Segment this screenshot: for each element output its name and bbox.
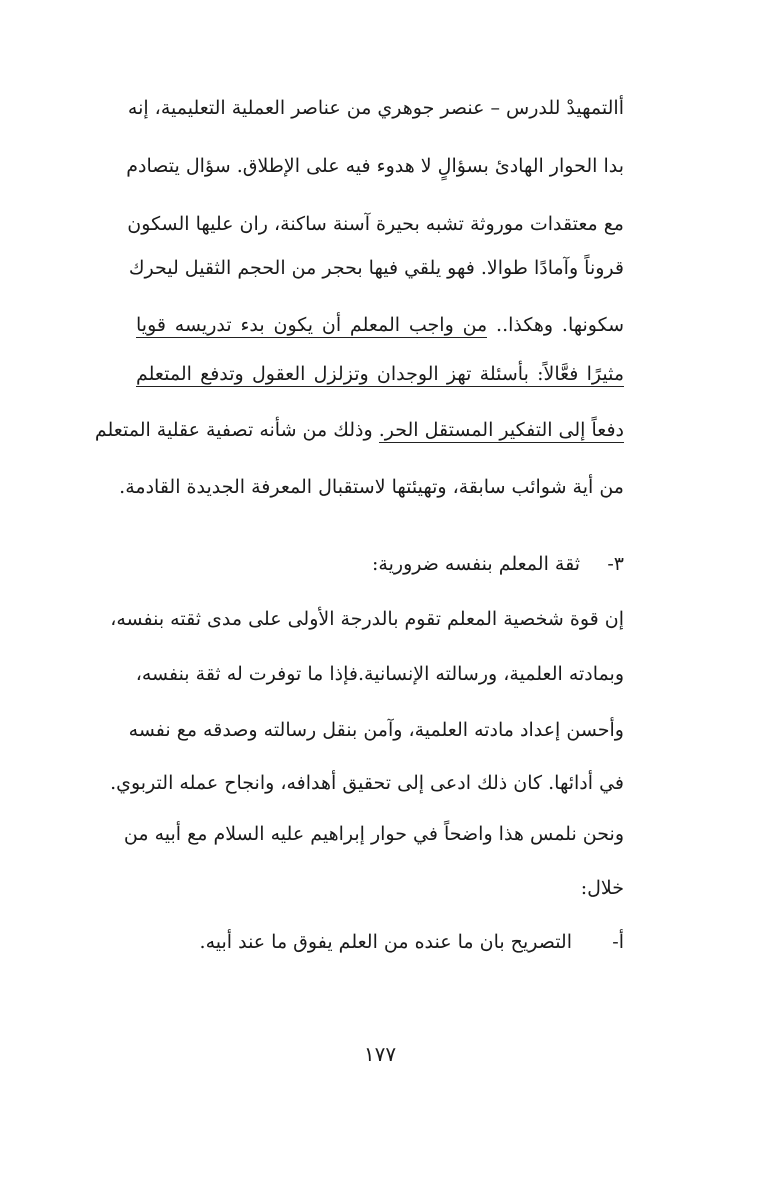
paragraph-line xyxy=(136,360,624,388)
list-marker: أ- xyxy=(612,931,624,953)
paragraph-line: وبمادته العلمية، ورسالته الإنسانية.فإذا ما توفرت له ثقة بنفسه، xyxy=(135,663,624,685)
paragraph-line: بدا الحوار الهادئ بسؤالٍ لا هدوء فيه على الإطلاق. سؤال يتصادم xyxy=(126,155,624,177)
underlined-text: مثيرًا فعَّالاً: بأسئلة تهز الوجدان وتزلزل العقول وتدفع المتعلم xyxy=(136,363,624,385)
section-title: ثقة المعلم بنفسه ضرورية: xyxy=(372,553,580,575)
underlined-text: من واجب المعلم أن يكون بدء تدريسه قويا xyxy=(136,314,488,336)
paragraph-line: قروناً وآمادًا طوالا. فهو يلقي فيها بحجر من الحجم الثقيل ليحرك xyxy=(128,257,624,279)
list-item-text: التصريح بان ما عنده من العلم يفوق ما عند أبيه. xyxy=(199,931,572,953)
paragraph-line: مع معتقدات موروثة تشبه بحيرة آسنة ساكنة، ران عليها السكون xyxy=(127,213,624,235)
paragraph-line: من أية شوائب سابقة، وتهيئتها لاستقبال المعرفة الجديدة القادمة. xyxy=(119,476,624,498)
paragraph-line: ونحن نلمس هذا واضحاً في حوار إبراهيم عليه السلام مع أبيه من xyxy=(123,823,624,845)
paragraph-line: وأحسن إعداد مادته العلمية، وآمن بنقل رسالته وصدقه مع نفسه xyxy=(128,719,624,741)
paragraph-line: أالتمهيدْ للدرس – عنصر جوهري من عناصر العملية التعليمية، إنه xyxy=(127,97,624,119)
section-heading xyxy=(136,550,624,578)
page-number: ١٧٧ xyxy=(363,1042,397,1066)
plain-text: سكونها. وهكذا.. xyxy=(487,314,625,336)
underlined-text: دفعاً إلى التفكير المستقل الحر. xyxy=(378,419,624,441)
paragraph-line: خلال: xyxy=(580,877,624,899)
paragraph-line xyxy=(136,311,624,339)
paragraph-line: إن قوة شخصية المعلم تقوم بالدرجة الأولى على مدى ثقته بنفسه، xyxy=(110,608,624,630)
list-item xyxy=(136,928,624,956)
paragraph-line xyxy=(94,416,624,444)
paragraph-line: في أدائها. كان ذلك ادعى إلى تحقيق أهدافه، وانجاح عمله التربوي. xyxy=(110,772,624,794)
section-number: ٣- xyxy=(607,553,624,575)
plain-text: وذلك من شأنه تصفية عقلية المتعلم xyxy=(94,419,379,441)
